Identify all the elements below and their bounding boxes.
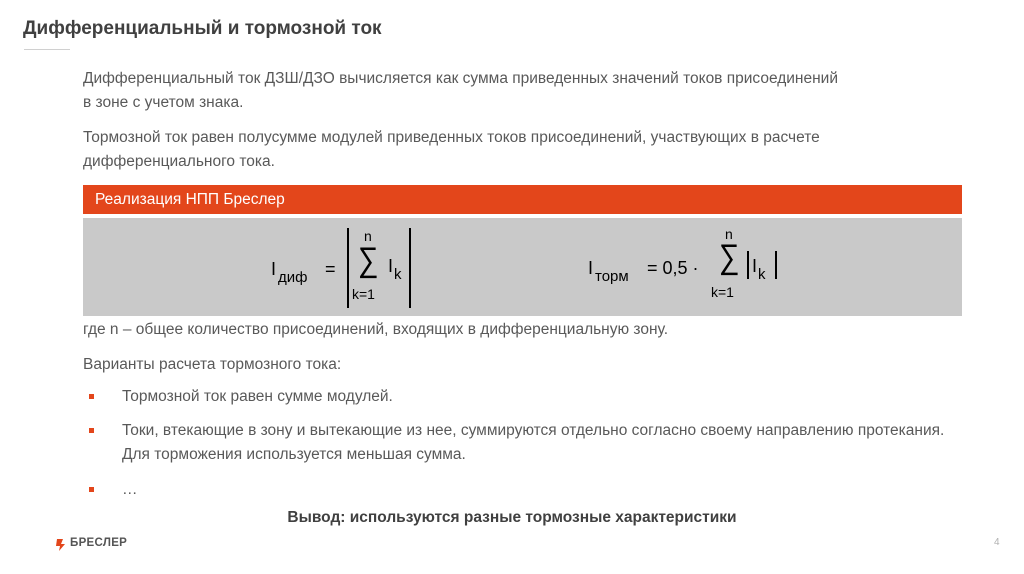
sigma-icon: ∑	[357, 241, 379, 279]
formula-diff-term: I	[388, 256, 394, 276]
formula-diff-lower: k=1	[352, 286, 375, 302]
paragraph-differential: Дифференциальный ток ДЗШ/ДЗО вычисляется как сумма приведенных значений токов присоединений в зоне с учетом знака.	[83, 70, 838, 111]
logo-text: БРЕСЛЕР	[70, 537, 128, 549]
sigma-icon: ∑	[718, 238, 740, 276]
paragraph-braking: Тормозной ток равен полусумме модулей приведенных токов присоединений, участвующих в расчете дифференциального тока.	[83, 129, 820, 170]
abs-bar-right	[775, 251, 777, 279]
variants-heading: Варианты расчета тормозного тока:	[83, 356, 342, 373]
slide-title: Дифференциальный и тормозной ток	[23, 18, 382, 39]
formula-brake-upper: n	[725, 226, 733, 242]
abs-bar-right	[409, 228, 411, 308]
list-item-text: Тормозной ток равен сумме модулей.	[122, 388, 393, 405]
formula-diff-lhs: I	[271, 259, 277, 279]
formula-brake-lower: k=1	[711, 284, 734, 300]
list-item-text: Токи, втекающие в зону и вытекающие из нее, суммируются отдельно согласно своему направлению протекания. Для торможения используется меньшая сумма.	[122, 422, 945, 463]
breslers-logo-icon	[55, 538, 67, 552]
formula-differential	[271, 228, 421, 308]
formula-diff-upper: n	[364, 228, 372, 244]
bullet-square-icon	[89, 428, 94, 433]
formula-brake-term: I	[752, 256, 758, 276]
conclusion: Вывод: используются разные тормозные характеристики	[287, 509, 737, 526]
formula-brake-lhs: I	[588, 258, 594, 278]
formula-brake-term-sub: k	[758, 266, 766, 283]
implementation-header: Реализация НПП Бреслер	[83, 185, 962, 214]
list-item-text: …	[122, 481, 138, 498]
title-underline	[24, 49, 70, 50]
formula-panel	[83, 218, 962, 316]
where-note: где n – общее количество присоединений, входящих в дифференциальную зону.	[83, 321, 669, 338]
abs-bar-left	[347, 228, 349, 308]
formula-diff-equals: =	[325, 259, 336, 279]
formula-braking	[588, 226, 798, 306]
page-number: 4	[994, 537, 1000, 548]
formula-brake-lhs-sub: торм	[595, 268, 629, 285]
bullet-square-icon	[89, 487, 94, 492]
formula-brake-rhs: = 0,5 ·	[647, 258, 699, 278]
formula-diff-term-sub: k	[394, 266, 402, 283]
bullet-square-icon	[89, 394, 94, 399]
abs-bar-left	[747, 251, 749, 279]
formula-diff-lhs-sub: диф	[278, 269, 308, 286]
